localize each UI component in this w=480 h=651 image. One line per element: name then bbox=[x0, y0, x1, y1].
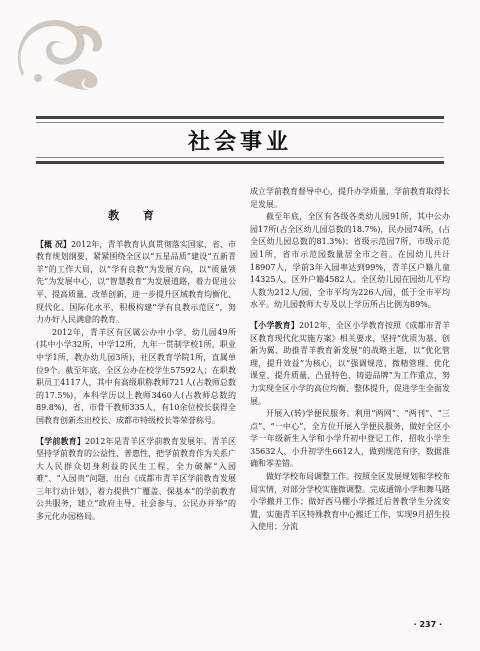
decorative-swirl-ornament bbox=[14, 18, 104, 90]
tag-preschool: 【学前教育】 bbox=[36, 436, 85, 446]
text-primary: 2012年，全区小学教育按照《成都市青羊区教育现代化实施方案》相关要求，坚持“优质为基、创新为翼、助推青羊教育新发展”的战略主题，以“优化管理，提升效益”为核心，以“强调规范、微精管理、优化课堂、提升质量、凸显特色、铸造品牌”为工作重点，努力实现全区小学的高位均衡、整体提升，促进学生全面发展。 bbox=[250, 320, 450, 406]
page-title-band bbox=[36, 116, 444, 164]
text-preschool: 2012年是青羊区学前教育发展年。青羊区坚持学前教育的公益性、普惠性，把学前教育作为关系广大人民群众切身利益的民生工程，全力破解“入园难”、“入园贵”问题，出台《成都市青羊区学前教育发展三年行动计划》，着力提供“广覆盖、保基本”的学前教育公共服务，建立“政府主导、社会参与、公民办并举”的多元化办园格局。 bbox=[36, 436, 236, 522]
paragraph-statistics: 2012年，青羊区有区属公办中小学、幼儿园49所(其中小学32所，中学12所，九年一贯制学校1所，职业中学1所，教办幼儿园3所)，社区教育学院1所，直属单位9个。截至年底，全区公办在校学生57592人；在职教职员工4117人，其中有高级职称教师721人(占教师总数的17.5%)，本科学历以上教师3460人(占教师总数的89.8%)，省、市骨干教师335人，有10余位校长获得全国教育创新杰出校长、成都市特级校长等荣誉称号。 bbox=[36, 327, 236, 425]
page-number: · 237 · bbox=[413, 620, 442, 629]
page-title: 社会事业 bbox=[187, 129, 292, 155]
paragraph-school-layout: 做好学校布局调整工作。按照全区发展规划和学校布局实情，对部分学校实施微调整。完成通锦小学和舞马路小学撤并工作；做好西马棚小学搬迁后普教学生分流安置，实施青羊区特殊教育中心搬迁工作，实现9月招生投入使用；分流 bbox=[250, 472, 450, 532]
paragraph-enrollment-service: 开展入(转)学便民服务。利用“两网”、“两刊”、“三点”、“一中心”，全方位开展入学便民服务，做好全区小学一年级新生入学和小学升初中登记工作，招收小学生35632人，小升初学生6612人，做到规范有序，数据准确和零差错。 bbox=[250, 409, 450, 469]
tag-primary: 【小学教育】 bbox=[250, 320, 299, 330]
paragraph-primary bbox=[250, 320, 450, 408]
paragraph-kindergarten-stats: 截至年底，全区有各级各类幼儿园91所，其中公办园17所(占全区幼儿园总数的18.7%)，民办园74所，(占全区幼儿园总数的81.3%)；省级示范园7所，市级示范园1所，省市示范园数量居全市之首。在园幼儿共计18907人，学前3年入园率达到99%，青羊区户籍儿童14325人，区外户籍4582人。全区幼儿园在园幼儿平均人数为212人/园，全市平均为226人/园，低于全市平均水平。幼儿园教师大专及以上学历所占比例为89%。 bbox=[250, 212, 450, 310]
paragraph-overview bbox=[36, 239, 236, 327]
text-overview: 2012年，青羊教育认真贯彻落实国家、省、市教育规划纲要，紧紧围绕全区以“五星品质”建设“五新青羊”的工作大局，以“学有良教”为发展方向，以“质量领先”为发展中心，以“智慧教育”为发展道路，着力促进公平、提高质量、改革创新，进一步提升区域教育均衡化、现代化、国际化水平，积极构建“学有良教示范区”，努力办好人民满意的教育。 bbox=[36, 239, 236, 325]
right-text-column bbox=[250, 186, 450, 616]
left-text-column bbox=[36, 188, 236, 618]
paragraph-preschool-continued: 成立学前教育督导中心，提升办学质量，学前教育取得长足发展。 bbox=[250, 187, 450, 209]
paragraph-preschool bbox=[36, 436, 236, 524]
section-title-education: 教 育 bbox=[108, 209, 164, 222]
tag-overview: 【概 况】 bbox=[36, 239, 71, 249]
